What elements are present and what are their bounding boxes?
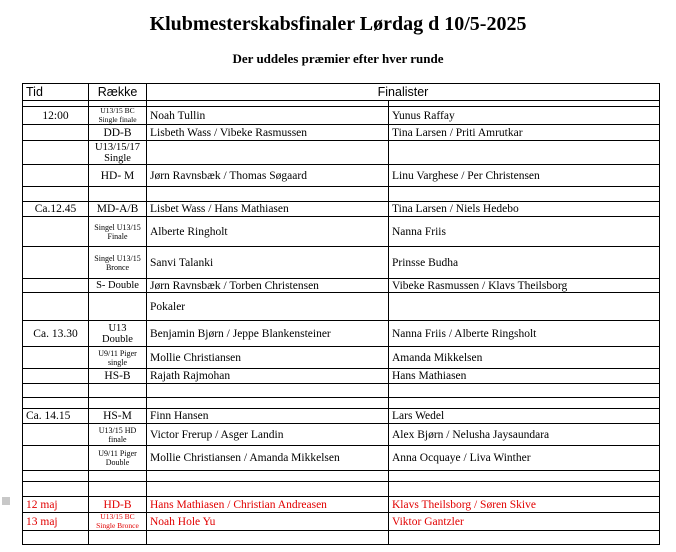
cell-player-b [389, 141, 660, 165]
table-row [23, 279, 660, 293]
cell-tid [23, 279, 89, 293]
cell-player-a: Pokaler [147, 293, 389, 321]
cell-tid [23, 125, 89, 141]
cell-player-b: Yunus Raffay [389, 107, 660, 125]
cell-player-b [389, 293, 660, 321]
cell-raekke: Singel U13/15 Finale [89, 217, 147, 247]
cell-player-a: Hans Mathiasen / Christian Andreasen [147, 497, 389, 513]
cell-player-b: Linu Varghese / Per Christensen [389, 165, 660, 187]
cell-raekke: HS-B [89, 369, 147, 384]
cell-player-b: Viktor Gantzler [389, 513, 660, 531]
cell-player-b: Prinsse Budha [389, 247, 660, 279]
table-row [23, 165, 660, 187]
cell-raekke: U13/15 BC Single finale [89, 107, 147, 125]
cell-player-a: Benjamin Bjørn / Jeppe Blankensteiner [147, 321, 389, 347]
header-raekke: Række [89, 84, 147, 101]
table-row [23, 347, 660, 369]
empty-row [23, 482, 660, 497]
empty-row [23, 471, 660, 482]
cell-player-a: Mollie Christiansen / Amanda Mikkelsen [147, 446, 389, 471]
cell-tid [23, 369, 89, 384]
table-row [23, 321, 660, 347]
table-row [23, 125, 660, 141]
table-row [23, 369, 660, 384]
cell-player-a: Jørn Ravnsbæk / Torben Christensen [147, 279, 389, 293]
cell-player-a: Mollie Christiansen [147, 347, 389, 369]
table-row [23, 513, 660, 531]
cell-player-b: Alex Bjørn / Nelusha Jaysaundara [389, 424, 660, 446]
page-title: Klubmesterskabsfinaler Lørdag d 10/5-2025 [149, 13, 527, 35]
cell-raekke: U9/11 Piger single [89, 347, 147, 369]
cell-player-a: Lisbet Wass / Hans Mathiasen [147, 202, 389, 217]
cell-player-b: Tina Larsen / Priti Amrutkar [389, 125, 660, 141]
header-tid: Tid [23, 84, 89, 101]
cell-player-b: Anna Ocquaye / Liva Winther [389, 446, 660, 471]
table-row [23, 217, 660, 247]
cell-raekke: U13/15/17 Single [89, 141, 147, 165]
empty-row [23, 384, 660, 398]
cell-player-a: Victor Frerup / Asger Landin [147, 424, 389, 446]
cell-tid: Ca. 14.15 [23, 409, 89, 424]
cell-raekke: Singel U13/15 Bronce [89, 247, 147, 279]
cell-tid [23, 141, 89, 165]
table-row [23, 446, 660, 471]
cell-tid [23, 165, 89, 187]
cell-player-b: Hans Mathiasen [389, 369, 660, 384]
table-row [23, 409, 660, 424]
cell-raekke: S- Double [89, 279, 147, 293]
cell-raekke: U13/15 HD finale [89, 424, 147, 446]
cell-player-b: Klavs Theilsborg / Søren Skive [389, 497, 660, 513]
table-row [23, 293, 660, 321]
page-marker [2, 497, 10, 505]
cell-player-a: Finn Hansen [147, 409, 389, 424]
table-header-row [23, 84, 660, 101]
cell-player-b: Nanna Friis / Alberte Ringsholt [389, 321, 660, 347]
cell-raekke: HD- M [89, 165, 147, 187]
page-subtitle: Der uddeles præmier efter hver runde [232, 51, 444, 66]
cell-player-b: Nanna Friis [389, 217, 660, 247]
table-row [23, 202, 660, 217]
cell-player-b: Vibeke Rasmussen / Klavs Theilsborg [389, 279, 660, 293]
cell-tid [23, 247, 89, 279]
cell-tid: 13 maj [23, 513, 89, 531]
table-row [23, 141, 660, 165]
cell-player-a [147, 141, 389, 165]
cell-player-a: Noah Hole Yu [147, 513, 389, 531]
cell-raekke [89, 293, 147, 321]
cell-raekke: U13 Double [89, 321, 147, 347]
cell-tid: Ca. 13.30 [23, 321, 89, 347]
header-finalister: Finalister [147, 84, 660, 101]
table-row [23, 107, 660, 125]
cell-raekke: HD-B [89, 497, 147, 513]
cell-raekke: U9/11 Piger Double [89, 446, 147, 471]
cell-tid: 12:00 [23, 107, 89, 125]
cell-tid [23, 217, 89, 247]
cell-player-a: Jørn Ravnsbæk / Thomas Søgaard [147, 165, 389, 187]
cell-player-b: Tina Larsen / Niels Hedebo [389, 202, 660, 217]
cell-tid: Ca.12.45 [23, 202, 89, 217]
table-row [23, 247, 660, 279]
cell-player-a: Alberte Ringholt [147, 217, 389, 247]
cell-tid [23, 424, 89, 446]
cell-tid [23, 293, 89, 321]
cell-tid [23, 446, 89, 471]
table-row [23, 497, 660, 513]
cell-player-a: Rajath Rajmohan [147, 369, 389, 384]
cell-raekke: HS-M [89, 409, 147, 424]
cell-raekke: MD-A/B [89, 202, 147, 217]
cell-raekke: DD-B [89, 125, 147, 141]
empty-row [23, 398, 660, 409]
cell-tid [23, 347, 89, 369]
cell-player-a: Noah Tullin [147, 107, 389, 125]
empty-row [23, 531, 660, 545]
cell-player-a: Lisbeth Wass / Vibeke Rasmussen [147, 125, 389, 141]
cell-tid: 12 maj [23, 497, 89, 513]
cell-player-b: Lars Wedel [389, 409, 660, 424]
table-row [23, 424, 660, 446]
schedule-table [22, 83, 660, 545]
cell-player-a: Sanvi Talanki [147, 247, 389, 279]
cell-raekke: U13/15 BC Single Bronce [89, 513, 147, 531]
empty-row [23, 187, 660, 202]
cell-player-b: Amanda Mikkelsen [389, 347, 660, 369]
